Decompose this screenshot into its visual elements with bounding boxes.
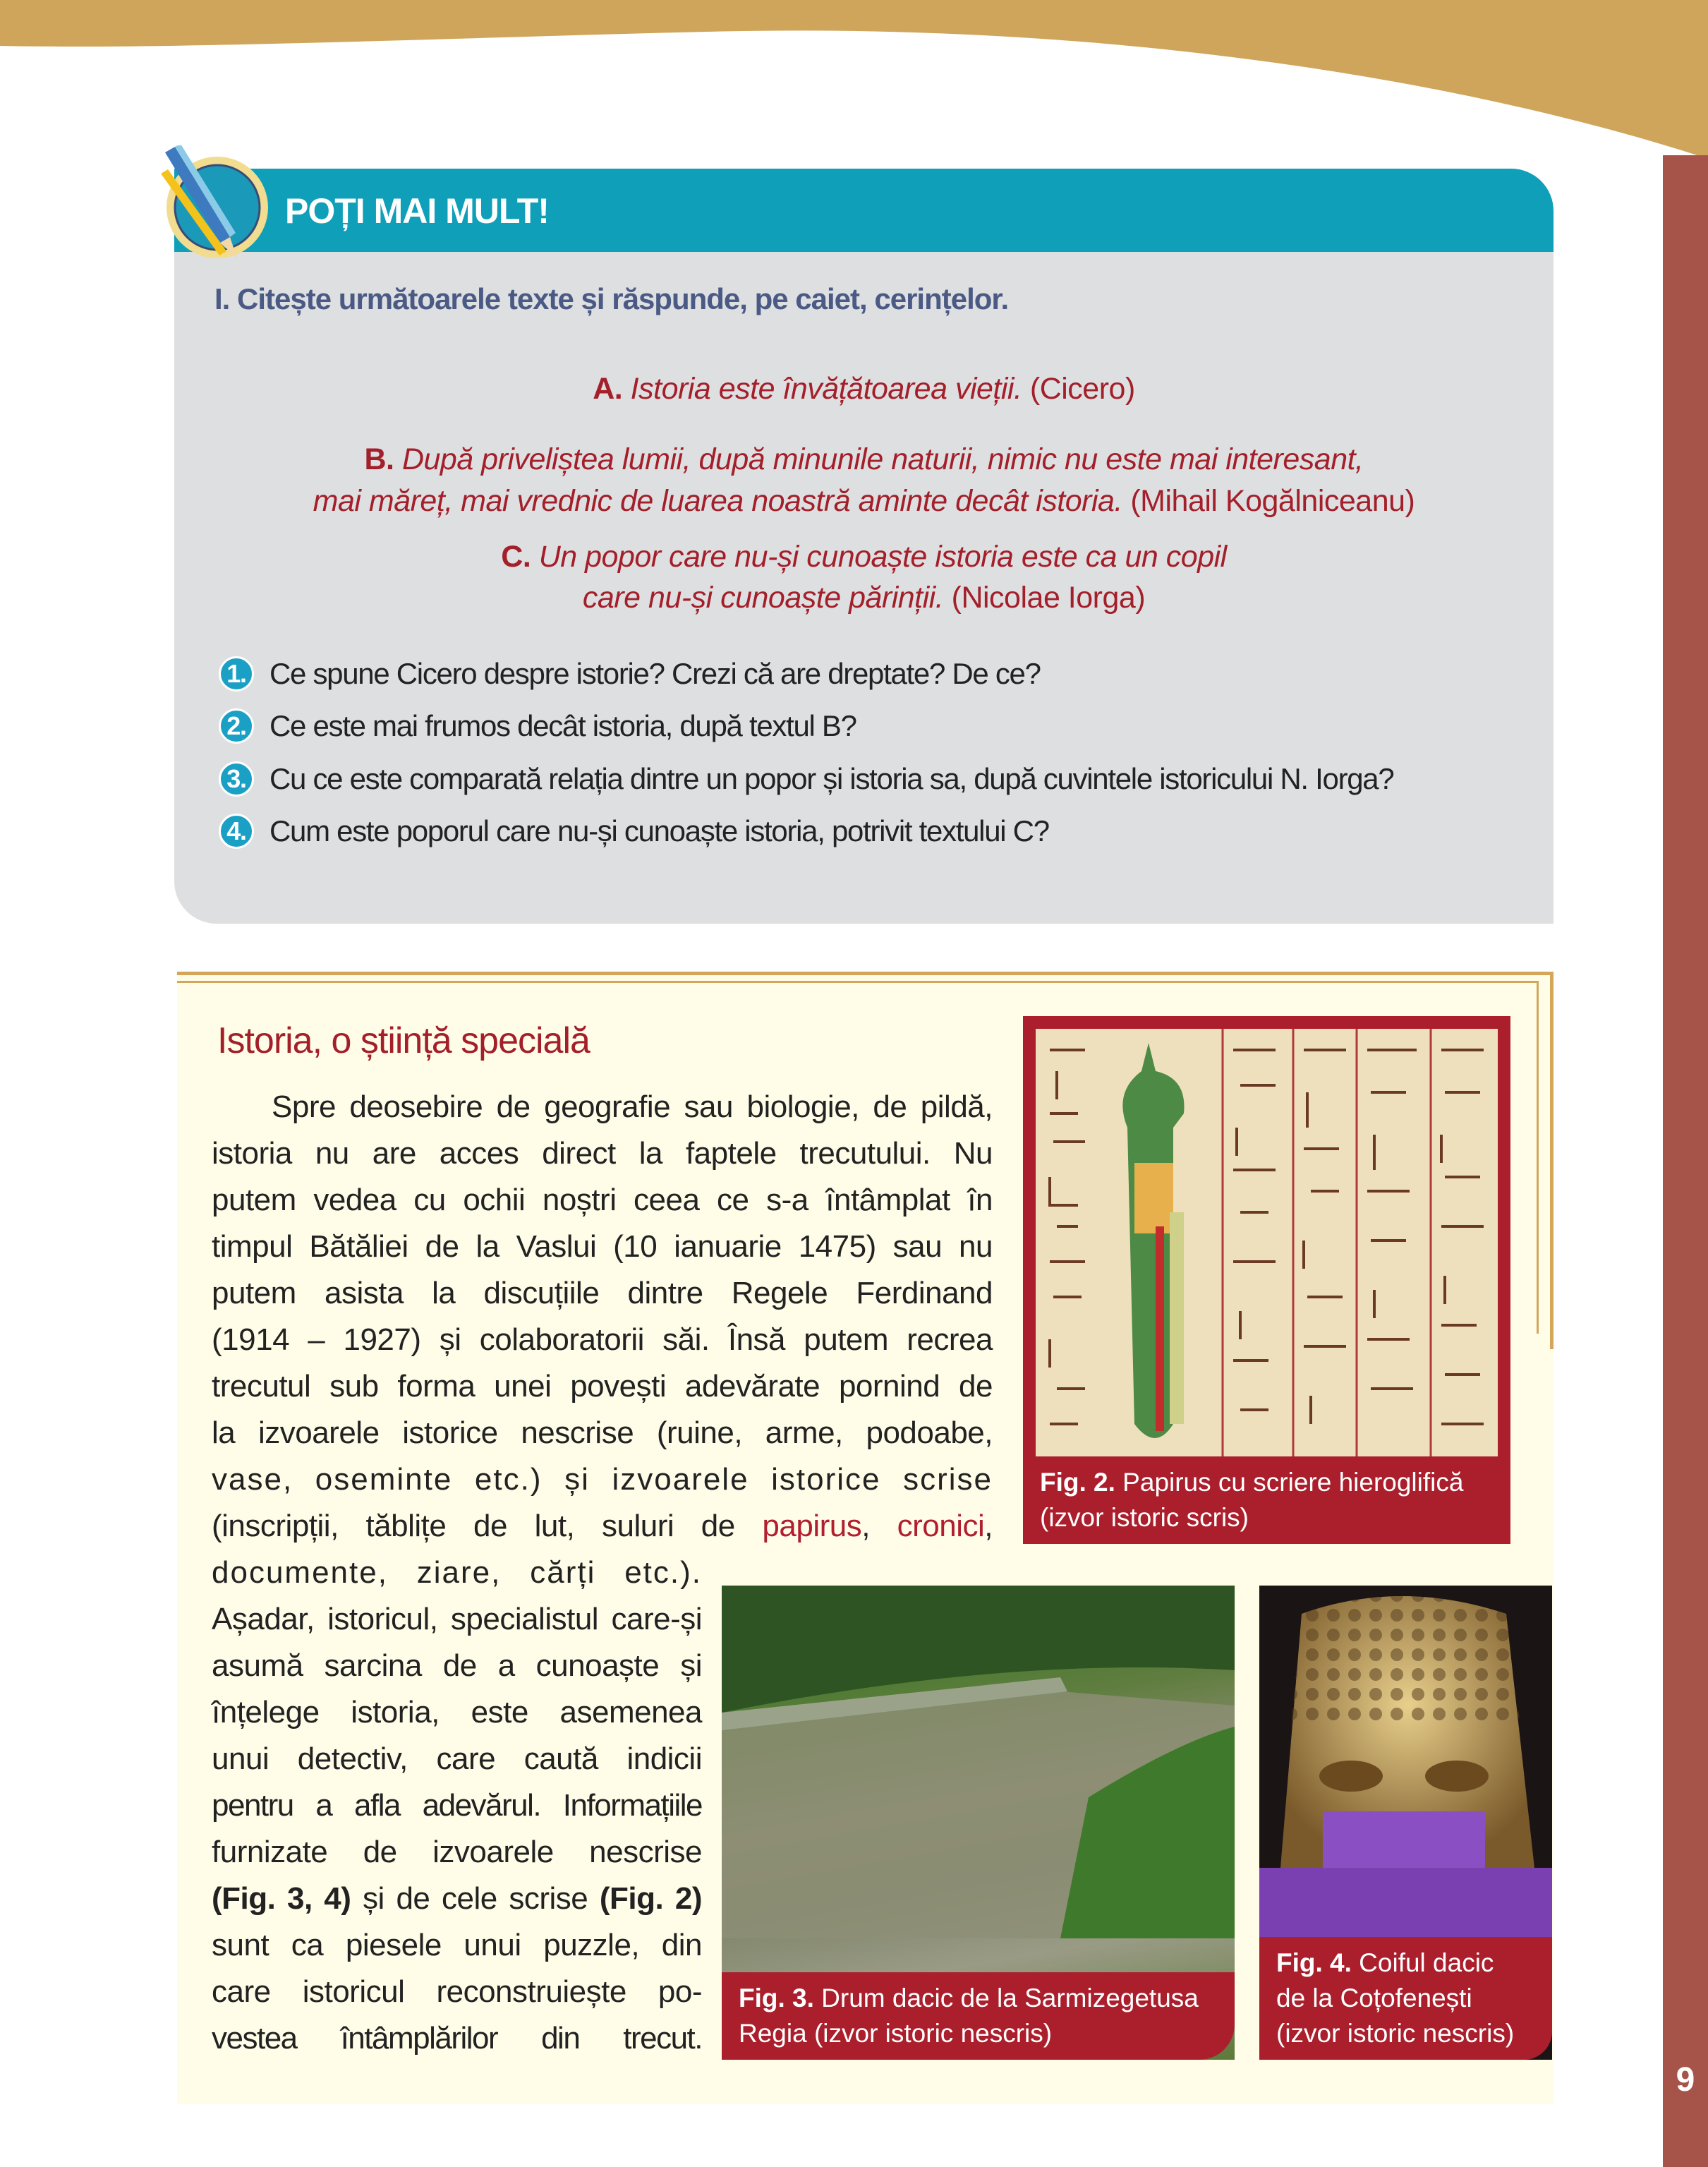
road-image	[722, 1586, 1235, 1938]
question-number: 4.	[219, 814, 254, 849]
text-line: vestea întâmplărilor din trecut.	[212, 2021, 702, 2056]
text-line: Așadar, istoricul, specialistul care-și	[212, 1602, 702, 1636]
quote-text: Istoria este învățătoarea vieții.	[630, 372, 1022, 406]
question-text: Cu ce este comparată relația dintre un popor și istoria sa, după cuvintele istoricului N. Iorga?	[269, 762, 1394, 795]
question-text: Cum este poporul care nu-și cunoaște istoria, potrivit textului C?	[269, 814, 1049, 847]
quote-a	[174, 372, 1553, 406]
caption-text: de la Coțofenești	[1276, 1984, 1472, 2012]
quote-letter: B.	[364, 442, 394, 476]
papyrus-image	[1036, 1029, 1498, 1463]
text-line: pentru a afla adevărul. Informațiile	[212, 1788, 702, 1823]
quote-text: mai măreț, mai vrednic de luarea noastră aminte decât istoria.	[313, 484, 1122, 518]
text-line	[212, 1876, 702, 1922]
text-line: istoria nu are acces direct la faptele trecutului. Nu	[212, 1136, 993, 1171]
figure-caption	[722, 1972, 1235, 2060]
text-line: timpul Bătăliei de la Vaslui (10 ianuarie 1475) sau nu	[212, 1229, 993, 1264]
quote-text: Un popor care nu-și cunoaște istoria este ca un copil	[538, 540, 1227, 574]
text-line: documente, ziare, cărți etc.).	[212, 1555, 702, 1590]
question-number: 3.	[219, 761, 254, 797]
text-line	[212, 1503, 993, 1550]
question-2	[219, 708, 856, 744]
text-line: sunt ca piesele unui puzzle, din	[212, 1928, 702, 1962]
caption-text: Coiful dacic	[1351, 1948, 1494, 1977]
quote-c-line1	[174, 540, 1553, 574]
text-line: (1914 – 1927) și colaboratorii săi. Însă putem recrea	[212, 1322, 993, 1357]
quote-letter: C.	[501, 540, 531, 574]
question-number: 2.	[219, 708, 254, 744]
link-papirus[interactable]: papirus	[762, 1509, 862, 1543]
section-heading: Istoria, o știință specială	[217, 1020, 590, 1061]
text-segment: ,	[984, 1509, 993, 1543]
quote-letter: A.	[593, 372, 623, 406]
link-cronici[interactable]: cronici	[897, 1509, 985, 1543]
page-edge-strip	[1663, 155, 1708, 2167]
figure-label: Fig. 4.	[1276, 1948, 1352, 1977]
divider	[177, 972, 1553, 975]
quote-b-line1	[174, 442, 1553, 477]
exercise-title: POȚI MAI MULT!	[285, 191, 549, 231]
figure-reference: (Fig. 3, 4)	[212, 1881, 351, 1916]
question-1	[219, 656, 1041, 692]
figure-dacian-helmet	[1259, 1586, 1552, 2060]
quote-text: care nu-și cunoaște părinții.	[582, 581, 944, 615]
helmet-image	[1259, 1586, 1552, 1938]
quote-author: (Nicolae Iorga)	[943, 581, 1146, 615]
caption-text: (izvor istoric scris)	[1040, 1503, 1249, 1532]
text-line: trecutul sub forma unei povești adevărate pornind de	[212, 1369, 993, 1404]
pencil-icon	[159, 145, 272, 262]
text-line: vase, oseminte etc.) și izvoarele istorice scrise	[212, 1462, 993, 1497]
text-line: care istoricul reconstruiește po-	[212, 1974, 702, 2009]
quote-c-line2	[174, 581, 1553, 615]
caption-text: Regia (izvor istoric nescris)	[739, 2019, 1053, 2048]
text-segment: ,	[861, 1509, 870, 1543]
question-text: Ce spune Cicero despre istorie? Crezi că are dreptate? De ce?	[269, 657, 1041, 690]
text-line: asumă sarcina de a cunoaște și	[212, 1648, 702, 1683]
divider	[1537, 981, 1539, 1334]
figure-caption	[1259, 1937, 1552, 2060]
text-segment: și de cele scrise	[363, 1881, 588, 1916]
quote-author: (Mihail Kogălniceanu)	[1122, 484, 1415, 518]
quote-text: După priveliștea lumii, după minunile naturii, nimic nu este mai interesant,	[401, 442, 1364, 476]
exercise-instruction: I. Citește următoarele texte și răspunde, pe caiet, cerințelor.	[214, 282, 1009, 315]
text-line: înțelege istoria, este asemenea	[212, 1695, 702, 1730]
text-line: unui detectiv, care caută indicii	[212, 1742, 702, 1776]
question-text: Ce este mai frumos decât istoria, după textul B?	[269, 709, 856, 742]
caption-text: Drum dacic de la Sarmizegetusa	[813, 1984, 1199, 2012]
figure-reference: (Fig. 2)	[599, 1881, 702, 1916]
figure-dacian-road	[722, 1586, 1235, 2060]
question-4	[219, 814, 1049, 849]
page-number: 9	[1676, 2061, 1695, 2099]
text-line: furnizate de izvoarele nescrise	[212, 1835, 702, 1869]
question-3	[219, 761, 1393, 797]
caption-text: Papirus cu scriere hieroglifică	[1115, 1468, 1464, 1497]
quote-author: (Cicero)	[1022, 372, 1135, 406]
decorative-top-band	[0, 0, 1708, 162]
text-line: la izvoarele istorice nescrise (ruine, arme, podoabe,	[212, 1416, 993, 1450]
question-number: 1.	[219, 656, 254, 692]
text-segment: (inscripții, tăblițe de lut, suluri de	[212, 1509, 735, 1543]
text-line: Spre deosebire de geografie sau biologie, de pildă,	[272, 1089, 993, 1124]
quote-b-line2	[174, 484, 1553, 519]
divider	[177, 981, 1539, 983]
figure-label: Fig. 3.	[739, 1984, 814, 2012]
figure-papyrus	[1023, 1016, 1510, 1544]
caption-text: (izvor istoric nescris)	[1276, 2019, 1515, 2048]
text-line: putem vedea cu ochii noștri ceea ce s-a întâmplat în	[212, 1183, 993, 1217]
figure-caption	[1023, 1456, 1510, 1544]
divider	[1550, 972, 1553, 1349]
text-line: putem asista la discuțiile dintre Regele Ferdinand	[212, 1276, 993, 1310]
figure-label: Fig. 2.	[1040, 1468, 1115, 1497]
